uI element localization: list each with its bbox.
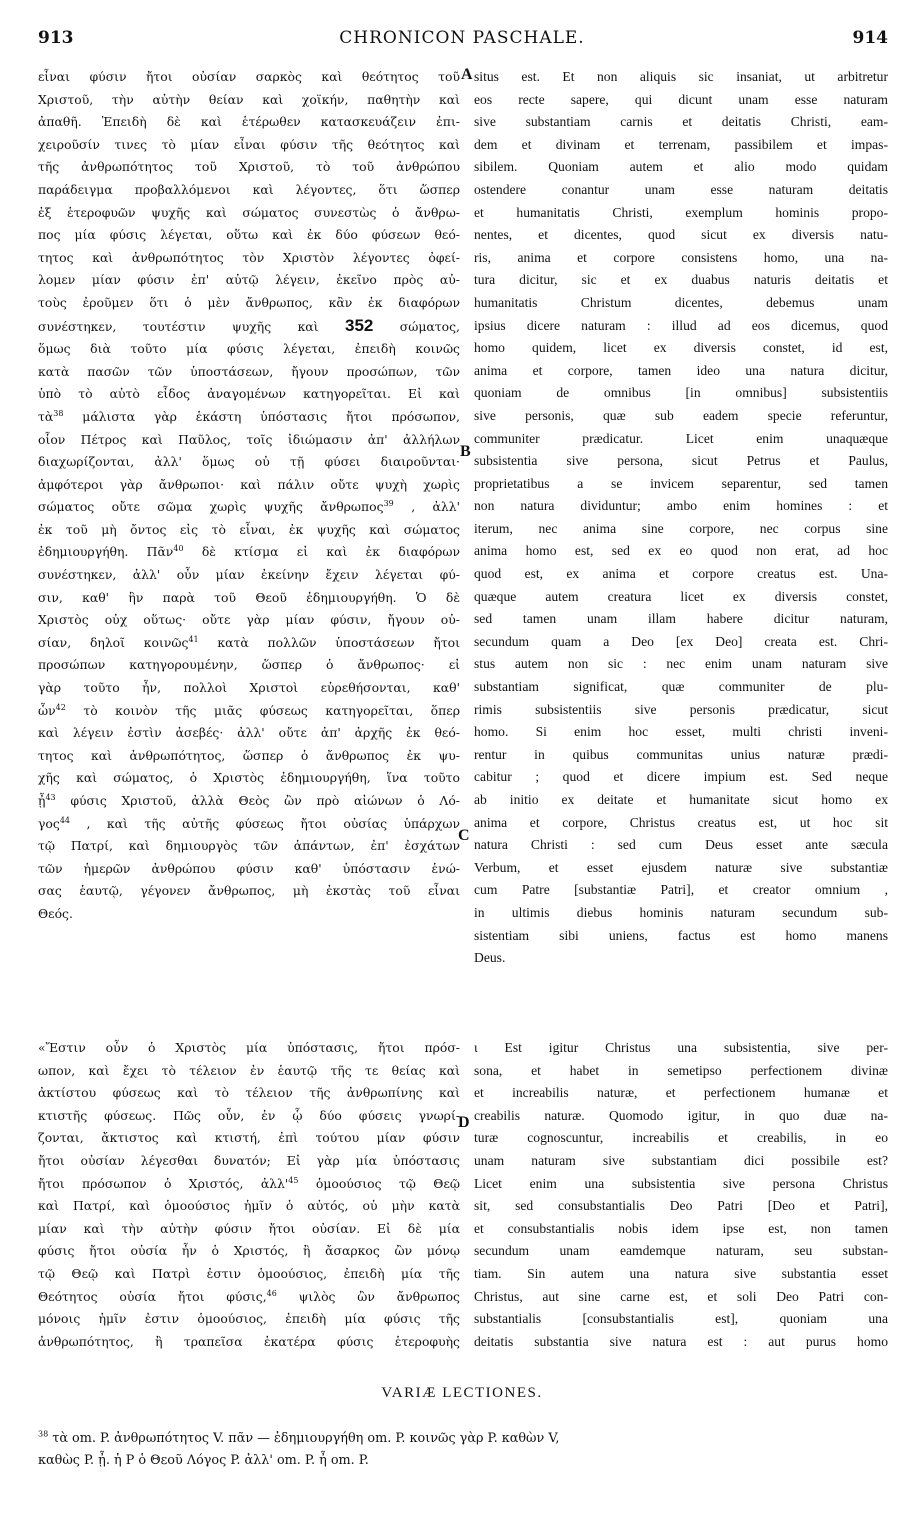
latin-line: dem et divinam et terrenam, passibilem et impas- (474, 136, 888, 152)
latin-line: cabitur ; quod et dicere impium est. Sed neque (474, 769, 888, 785)
greek-line (38, 835, 460, 858)
greek-line-text: διαχωρίζονται, ἀλλ' ὅμως οὐ τῇ φύσει διαιροῦνται· (38, 454, 460, 470)
greek-line-text: κατὰ πασῶν τῶν ὑποστάσεων, ἤγουν προσώπων, τῶν (38, 363, 460, 379)
latin-line: humanitatis Christum dicentes, debemus unam (474, 294, 888, 310)
greek-line-text: τῶν ἡμερῶν ἀνθρώπου φύσιν καθ' ὑπόστασιν ἑνώ- (38, 860, 460, 876)
greek-line-tail: , ἀλλ' (411, 499, 460, 515)
greek-line-text: ἀκτίστου φύσεως καὶ τὸ τέλειον τῆς ἀνθρωπίνης καὶ (38, 1085, 460, 1101)
latin-line: Verbum, et esset ejusdem naturæ sive substantiæ (474, 859, 888, 875)
footnote-ref: 41 (188, 634, 199, 644)
greek-line (38, 1105, 460, 1128)
greek-line-text: καὶ λέγειν ἐστὶν ἀσεβές· ἀλλ' οὔτε ἀπ' ἀρχῆς ἐκ θεό- (38, 725, 460, 741)
greek-line-text: καὶ Πατρί, καὶ ὁμοούσιος ἡμῖν ὁ αὐτός, οὐ μὴν κατὰ (38, 1198, 460, 1214)
greek-line-text: ἤτοι οὐσίαν λέγεσθαι δυνατόν; Εἰ γὰρ μία ὑπόστασις (38, 1152, 460, 1168)
greek-line-text: τητος καὶ ἀνθρωπότητος, ὥσπερ ὁ ἄνθρωπος ἐκ ψυ- (38, 747, 460, 763)
greek-line-tail: , καὶ τῆς αὐτῆς φύσεως ἤτοι οὐσίας ὑπάρχων (86, 815, 460, 831)
latin-column (474, 66, 888, 970)
greek-line (38, 292, 460, 315)
latin-line: substantiam significat, quæ communiter de plu- (474, 679, 888, 695)
right-page-number: 914 (852, 28, 888, 48)
greek-line-text: σίαν, δηλοῖ κοινῶς (38, 634, 189, 650)
latin-line: secundum unam eamdemque naturam, seu substan- (474, 1243, 888, 1259)
greek-line (38, 813, 460, 836)
latin-line: situs est. Et non aliquis sic insaniat, ut arbitretur (474, 69, 888, 84)
greek-line (38, 1060, 460, 1083)
greek-column-part-2 (38, 1037, 460, 1353)
latin-line: iterum, nec anima sine corpore, nec corpus sine (474, 520, 888, 536)
greek-line (38, 1150, 460, 1173)
greek-line-text: τοὺς ἐροῦμεν ὅτι ὁ μὲν ἄνθρωπος, κἂν ἐκ διαφόρων (38, 294, 460, 310)
greek-line-text: μάλιστα γὰρ ἑκάστη ὑπόστασις ἤτοι πρόσωπον, (82, 408, 460, 424)
greek-line (38, 903, 460, 926)
greek-line (38, 632, 460, 655)
greek-line (38, 156, 460, 179)
footnote-ref: 38 (53, 408, 64, 418)
latin-line: proprietatibus a se invicem separentur, sed tamen (474, 475, 888, 491)
greek-line-prefix: τὰ (38, 408, 54, 424)
greek-line-text: προσώπων κατηγορουμένην, ὥσπερ ὁ ἄνθρωπος· εἰ (38, 657, 460, 673)
greek-line-text: φύσις ἤτοι οὐσία ἦν ὁ Χριστός, ἢ ἄσαρκος ὢν μόνῳ (38, 1243, 460, 1259)
greek-line (38, 1173, 460, 1196)
greek-line-text: τητος καὶ ἀνθρωπότητος τὸν Χριστὸν λέγοντες ὀφεί- (38, 249, 460, 265)
margin-marker-d: D (458, 1114, 470, 1131)
greek-line-tail: ὁμοούσιος τῷ Θεῷ (315, 1175, 460, 1191)
greek-line-text: Θεός. (38, 905, 73, 921)
greek-line-tail: δὲ κτίσμα εἰ καὶ ἐκ διαφόρων (201, 544, 460, 560)
latin-line: sed tamen unam illam habere dicitur naturam, (474, 611, 888, 627)
greek-line (38, 496, 460, 519)
latin-line: ostendere conantur unam esse naturam deitatis (474, 181, 888, 197)
greek-line-text: σας ἑαυτῷ, γέγονεν ἄνθρωπος, μὴ ἐκστὰς τοῦ εἶναι (38, 883, 460, 899)
greek-line-text: συνέστηκεν, ἀλλ' οὖν μίαν ἐκείνην ἔχειν λέγεται φύ- (38, 567, 460, 583)
latin-line: quoniam de omnibus [in omnibus] subsistentiis (474, 385, 888, 401)
greek-line-text: ὑπὸ τὸ αὐτὸ εἶδος ἀναγομένων κατηγορεῖται. Εἰ καὶ (38, 386, 460, 402)
greek-line (38, 66, 460, 89)
variae-text: τὰ om. P. ἀνθρωπότητος V. πᾶν — ἐδημιουργήθη om. P. κοινῶς γὰρ P. καθὼν V, (52, 1431, 560, 1446)
greek-line-text: συνέστηκεν, τουτέστιν ψυχῆς καὶ (38, 318, 319, 334)
greek-line-text: ἀπαθῆ. Ἐπειδὴ δὲ καὶ ἑτέρωθεν κατασκευάζειν ἐπι- (38, 114, 460, 130)
latin-line: in ultimis diebus hominis naturam secundum sub- (474, 904, 888, 920)
greek-line (38, 338, 460, 361)
footnote-ref: 40 (173, 544, 184, 554)
latin-line: natura Christi : sed cum Deus esset ante sæcula (474, 837, 888, 853)
greek-line-text: φύσις Χριστοῦ, ἀλλὰ Θεὸς ὢν πρὸ αἰώνων ὁ Λό- (70, 793, 460, 808)
greek-line-text: τῷ Πατρί, καὶ δημιουργὸς τῶν ἁπάντων, ἐπ' ἐσχάτων (38, 838, 460, 854)
latin-line: anima et corpore, tamen ideo una natura dicitur, (474, 362, 888, 378)
running-title: CHRONICON PASCHALE. (339, 28, 585, 48)
greek-line (38, 89, 460, 112)
greek-line-text: ὅμως διὰ τοῦτο μία φύσις λέγεται, ἐπειδὴ κοινῶς (38, 341, 460, 357)
greek-line-text: μόνοις ἡμῖν ἐστιν ὁμοούσιος, ἐπειδὴ μία φύσις τῆς (38, 1311, 460, 1327)
greek-column (38, 66, 460, 926)
latin-line: substantialis [consubstantialis est], quoniam una (474, 1311, 888, 1327)
latin-line: anima et corpore, Christus creatus est, ut hoc sit (474, 814, 888, 830)
latin-line: homo. Si enim hoc esset, multi christi inveni- (474, 724, 888, 740)
latin-line: et consubstantialis nobis idem ipse est, non tamen (474, 1220, 888, 1236)
greek-line-text: λομεν μίαν φύσιν ἐπ' αὐτῷ λέγειν, ἐκεῖνο πρὸς αὐ- (38, 272, 460, 288)
greek-line (38, 361, 460, 384)
variae-lectiones-title: VARIÆ LECTIONES. (381, 1385, 543, 1401)
greek-line (38, 474, 460, 497)
greek-line (38, 111, 460, 134)
greek-line (38, 1082, 460, 1105)
latin-line: subsistentia sive persona, sicut Petrus et Paulus, (474, 453, 888, 469)
variae-line-2 (38, 1450, 890, 1472)
greek-line (38, 315, 460, 339)
latin-line: turæ cognoscuntur, increabilis et creabilis, in eo (474, 1130, 888, 1146)
greek-line-text: σιν, καθ' ἣν παρὰ τοῦ Θεοῦ ἐδημιουργήθη. Ὁ δὲ (38, 589, 460, 605)
greek-line-text: ἐδημιουργήθη. Πᾶν (38, 544, 174, 560)
greek-paragraph-2 (38, 1037, 460, 1353)
footnote-ref: 43 (45, 792, 56, 802)
greek-line (38, 1286, 460, 1309)
greek-line (38, 700, 460, 723)
latin-line: non natura dividuntur; ambo enim homines : et (474, 498, 888, 514)
page-header (0, 28, 924, 58)
latin-line: deitatis substantia sive natura est : aut purus homo (474, 1333, 888, 1349)
greek-line-tail: ψιλὸς ὢν ἄνθρωπος (298, 1288, 460, 1304)
greek-line (38, 564, 460, 587)
latin-column-part-2 (474, 1037, 888, 1353)
greek-line-text: «Ἔστιν οὖν ὁ Χριστὸς μία ὑπόστασις, ἤτοι πρόσ- (38, 1040, 460, 1055)
greek-line (38, 1240, 460, 1263)
latin-line: ab initio ex deitate et humanitate sicut homo ex (474, 792, 888, 807)
latin-line: rimis subsistentiis sive personis prædicatur, sicut (474, 701, 888, 717)
greek-line (38, 269, 460, 292)
greek-line-tail: κατὰ πολλῶν ὑποστάσεων ἤτοι (217, 634, 460, 650)
greek-line-text: τῷ Θεῷ καὶ Πατρὶ ἐστιν ὁμοούσιος, ἐπειδὴ μία τῆς (38, 1265, 460, 1281)
greek-line-text: ἐξ ἑτεροφυῶν ψυχῆς καὶ σώματος συνεστὼς ὁ ἄνθρω- (38, 204, 460, 220)
greek-line-text: ἀνθρωπότητος, ἢ τραπεῖσα ἑκατέρα φύσις ἑτεροφυὴς (38, 1333, 460, 1349)
greek-paragraph-1 (38, 66, 460, 926)
latin-line: stus autem non sic : nec enim unam naturam sive (474, 656, 888, 672)
latin-line: eos recte sapere, qui dicunt unam esse naturam (474, 91, 888, 107)
greek-line (38, 134, 460, 157)
greek-line-text: κτιστῆς φύσεως. Πῶς οὖν, ἐν ᾧ δύο φύσεις γνωρί- (38, 1107, 460, 1123)
latin-line: Licet enim una subsistentia sive persona Christus (474, 1175, 888, 1191)
latin-line: anima homo est, sed ex eo quod non erat, ad hoc (474, 543, 888, 559)
latin-line: quod est, ex anima et corpore creatus est. Una- (474, 566, 888, 582)
greek-line (38, 587, 460, 610)
greek-line (38, 1037, 460, 1060)
latin-line: Deus. (474, 950, 506, 966)
greek-line (38, 202, 460, 225)
greek-line-text: ἤτοι πρόσωπον ὁ Χριστός, ἀλλ' (38, 1175, 289, 1191)
greek-line (38, 247, 460, 270)
latin-line: et humanitatis Christi, exemplum hominis propo- (474, 204, 888, 220)
greek-line-text: γὰρ τοῦτο ἦν, πολλοὶ Χριστοὶ εὑρεθήσονται, καθ' (38, 680, 460, 696)
greek-line (38, 451, 460, 474)
latin-paragraph-2 (474, 1037, 888, 1353)
variae-line-1 (38, 1428, 890, 1450)
greek-line (38, 1195, 460, 1218)
greek-line-prefix: ᾖ (38, 793, 46, 808)
margin-marker-b: B (460, 443, 471, 460)
greek-line-text: ζονται, ἄκτιστος καὶ κτιστή, ἐπὶ τούτου μίαν φύσιν (38, 1130, 460, 1146)
footnote-ref: 45 (288, 1175, 299, 1185)
greek-line (38, 383, 460, 406)
latin-paragraph-1 (474, 66, 888, 970)
greek-line (38, 677, 460, 700)
footnote-ref: 44 (59, 815, 70, 825)
greek-line (38, 179, 460, 202)
latin-line: ris, anima et corpore consistens homo, una na- (474, 249, 888, 265)
latin-line: cum Patre [substantiæ Patri], et creator omnium , (474, 882, 888, 898)
greek-line-text: Χριστοῦ, τὴν αὐτὴν θείαν καὶ χοϊκήν, παθητὴν καὶ (38, 91, 460, 107)
greek-line (38, 1331, 460, 1354)
greek-line-tail: σώματος, (399, 318, 460, 334)
greek-line (38, 1127, 460, 1150)
latin-line: homo quidem, licet ex diversis constet, id est, (474, 340, 888, 356)
greek-line (38, 1218, 460, 1241)
greek-line (38, 858, 460, 881)
left-page-number: 913 (38, 28, 74, 48)
latin-line: sibilem. Quoniam autem et alio modo quidam (474, 159, 888, 175)
latin-line: quæque autem creatura licet ex diversis constet, (474, 588, 888, 604)
greek-line (38, 654, 460, 677)
greek-line (38, 790, 460, 813)
greek-line-text: ωπον, καὶ ἔχει τὸ τέλειον ἐν ἑαυτῷ τῆς τε θείας καὶ (38, 1062, 460, 1078)
greek-line-text: χειροῦσίν τινες τὸ μίαν εἶναι φύσιν τῆς θεότητος καὶ (38, 136, 460, 152)
greek-line-text: πος μία φύσις λέγεται, οὕτω καὶ ἐκ δύο φύσεων θεό- (38, 227, 460, 243)
greek-line-text: Χριστὸς οὐχ οὕτως· οὔτε γὰρ μίαν φύσιν, ἤγουν οὐ- (38, 612, 460, 628)
latin-line: ipsius dicere naturam : illud ad eos dicemus, quod (474, 317, 888, 333)
latin-line: creabilis naturæ. Quomodo igitur, in quo duæ na- (474, 1107, 888, 1123)
greek-line (38, 541, 460, 564)
variae-text: καθὼς P. ᾖ. ἡ P ὁ Θεοῦ Λόγος P. ἀλλ' om. P. ἦ om. P. (38, 1453, 369, 1468)
greek-line (38, 1308, 460, 1331)
greek-line-text: τὸ κοινὸν τῆς μιᾶς φύσεως κατηγορεῖται, ὅπερ (83, 702, 460, 718)
greek-line-text: τῆς ἀνθρωπότητος τοῦ Χριστοῦ, τὸ τοῦ ἀνθρώπου (38, 159, 460, 175)
latin-line: sit, sed consubstantialis Deo Patri [Deo et Patri], (474, 1198, 888, 1214)
greek-line (38, 722, 460, 745)
greek-line (38, 406, 460, 429)
greek-line (38, 767, 460, 790)
greek-line-prefix: ὧν (38, 702, 56, 718)
latin-line: unam naturam sive substantiam dici possibile est? (474, 1152, 888, 1168)
footnote-ref: 38 (38, 1429, 49, 1439)
variae-lectiones (38, 1428, 890, 1472)
latin-line: et increabilis naturæ, et perfectionem humanæ et (474, 1085, 888, 1101)
greek-line (38, 609, 460, 632)
latin-line: sona, et habet in semetipso perfectionem divinæ (474, 1062, 888, 1078)
latin-line: rentur in quibus communitas unius naturæ prædi- (474, 746, 888, 762)
latin-line: sistentiam sibi uniens, factus est homo manens (474, 927, 888, 943)
latin-line: tura dicitur, sic et ex duabus naturis deitatis et (474, 272, 888, 288)
latin-line: ι Est igitur Christus una subsistentia, sive per- (474, 1040, 888, 1055)
latin-line: tiam. Sin autem una natura sive substantia esset (474, 1265, 888, 1281)
latin-line: sive substantiam carnis et deitatis Christi, eam- (474, 114, 888, 130)
greek-line-text: ἀμφότεροι γὰρ ἄνθρωποι· καὶ πάλιν οὔτε ψυχὴ χωρὶς (38, 476, 460, 492)
greek-line (38, 1263, 460, 1286)
greek-line-text: ἐκ τοῦ μὴ ὄντος εἰς τὸ εἶναι, ἐκ ψυχῆς καὶ σώματος (38, 521, 460, 537)
latin-line: secundum quam a Deo [ex Deo] creata est. Chri- (474, 633, 888, 649)
greek-line-text: μίαν καὶ τὴν αὐτὴν φύσιν ἤτοι οὐσίαν. Εἰ δὲ μία (38, 1220, 460, 1236)
greek-line-text: παράδειγμα προβαλλόμενοι καὶ λέγοντες, ὅτι ὥσπερ (38, 181, 460, 197)
greek-line (38, 429, 460, 452)
greek-line-text: οἷον Πέτρος καὶ Παῦλος, τοῖς ἰδιώμασιν ἀπ' ἀλλήλων (38, 431, 460, 447)
greek-line-text: χῆς καὶ σώματος, ὁ Χριστὸς ἐδημιουργήθη, ἵνα τοῦτο (38, 770, 460, 786)
footnote-ref: 46 (266, 1288, 277, 1298)
latin-line: sive personis, quæ sub eadem specie referuntur, (474, 407, 888, 423)
latin-line: communiter prædicatur. Licet enim unaquæque (474, 430, 888, 446)
column-number: 352 (344, 315, 374, 335)
greek-line (38, 880, 460, 903)
greek-line-text: σώματος οὔτε σῶμα χωρὶς ψυχῆς ἄνθρωπος (38, 499, 384, 515)
latin-line: Christus, aut sine carne est, et soli Deo Patri con- (474, 1288, 888, 1304)
greek-line (38, 745, 460, 768)
greek-line-text: Θεότητος οὐσία ἤτοι φύσις, (38, 1288, 267, 1304)
greek-line (38, 224, 460, 247)
greek-line-text: γος (38, 815, 60, 831)
greek-line-text: εἶναι φύσιν ἤτοι οὐσίαν σαρκὸς καὶ θεότητος τοῦ (38, 69, 460, 84)
margin-marker-c: C (458, 827, 470, 844)
latin-line: nentes, et dicentes, quod sicut ex diversis natu- (474, 227, 888, 243)
footnote-ref: 39 (383, 499, 394, 509)
greek-line (38, 519, 460, 542)
footnote-ref: 42 (55, 702, 66, 712)
margin-marker-a: A (461, 66, 473, 83)
